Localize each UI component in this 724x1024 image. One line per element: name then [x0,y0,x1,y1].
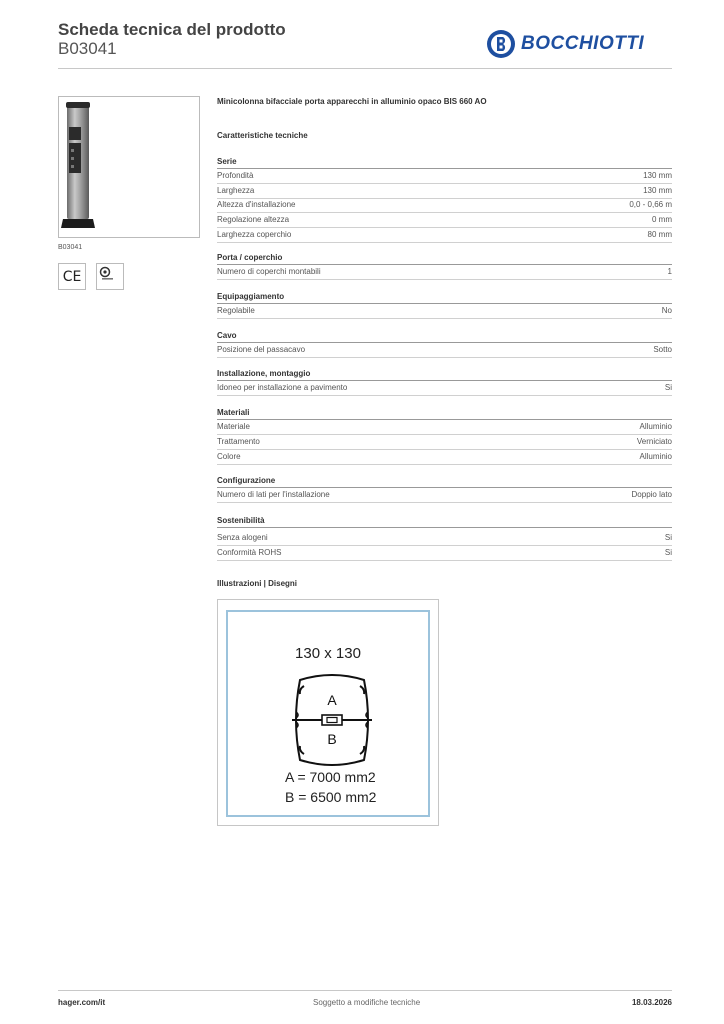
spec-row [217,169,672,184]
spec-row [217,343,672,358]
spec-row [217,435,672,450]
spec-row [217,198,672,213]
footer-divider [58,990,672,991]
spec-label: Materiale [217,422,250,431]
group-title-sostenibilita: Sostenibilità [217,515,672,528]
imq-mark [96,263,124,290]
drawing-panel [226,610,430,817]
minicolumn-illustration [59,97,199,237]
illustrations-heading: Illustrazioni | Disegni [217,579,298,588]
page-title: Scheda tecnica del prodotto [58,20,286,39]
group-title-porta: Porta / coperchio [217,252,672,265]
spec-value: 130 mm [643,171,672,180]
spec-value: 0 mm [652,215,672,224]
spec-value: 80 mm [647,230,672,239]
brand-name: BOCCHIOTTI [521,33,645,54]
spec-label: Idoneo per installazione a pavimento [217,383,348,392]
product-code: B03041 [58,39,117,58]
group-title-installazione: Installazione, montaggio [217,368,672,381]
spec-value: Alluminio [639,422,672,431]
cross-section-icon [286,674,378,766]
ce-mark-label: CE [62,268,82,285]
spec-label: Profondità [217,171,254,180]
spec-label: Senza alogeni [217,533,268,542]
spec-label: Larghezza [217,186,255,195]
group-title-configurazione: Configurazione [217,475,672,488]
spec-label: Larghezza coperchio [217,230,292,239]
spec-row [217,265,672,280]
spec-label: Conformità ROHS [217,548,282,557]
technical-drawing [217,599,439,826]
product-image [58,96,200,238]
spec-row [217,546,672,561]
spec-label: Altezza d'installazione [217,200,296,209]
spec-row [217,450,672,465]
spec-value: No [661,306,672,315]
spec-label: Regolabile [217,306,255,315]
spec-label: Numero di coperchi montabili [217,267,321,276]
brand-logo-icon [486,29,516,59]
area-a-label: A = 7000 mm2 [285,769,376,785]
header-divider [58,68,672,69]
footer-note: Soggetto a modifiche tecniche [313,998,421,1007]
footer-website: hager.com/it [58,998,106,1007]
spec-row [217,304,672,319]
product-description: Minicolonna bifacciale porta apparecchi in alluminio opaco BIS 660 AO [217,97,487,106]
spec-row [217,228,672,243]
spec-row [217,531,672,546]
dimension-label: 130 x 130 [295,645,361,662]
spec-label: Colore [217,452,241,461]
spec-value: Si [664,383,672,392]
group-title-serie: Serie [217,156,672,169]
brand-logo [486,28,668,60]
spec-value: 130 mm [643,186,672,195]
compartment-b-label: B [327,731,337,747]
spec-row [217,420,672,435]
group-title-equipaggiamento: Equipaggiamento [217,291,672,304]
spec-value: 1 [667,267,672,276]
spec-label: Regolazione altezza [217,215,290,224]
area-b-label: B = 6500 mm2 [285,789,377,805]
spec-value: Verniciato [636,437,672,446]
spec-row [217,184,672,199]
spec-label: Posizione del passacavo [217,345,306,354]
spec-value: Si [664,548,672,557]
image-caption: B03041 [58,244,83,251]
group-title-cavo: Cavo [217,330,672,343]
footer-date: 18.03.2026 [631,998,672,1007]
ce-mark [58,263,86,290]
spec-value: Alluminio [639,452,672,461]
spec-row [217,488,672,503]
compartment-a-label: A [327,692,337,708]
imq-mark-icon [97,264,123,289]
specs-heading: Caratteristiche tecniche [217,131,308,140]
spec-value: 0,0 - 0,66 m [629,200,672,209]
spec-value: Si [664,533,672,542]
spec-value: Sotto [653,345,672,354]
spec-value: Doppio lato [631,490,672,499]
spec-row [217,381,672,396]
spec-row [217,213,672,228]
spec-label: Trattamento [217,437,260,446]
spec-label: Numero di lati per l'installazione [217,490,330,499]
group-title-materiali: Materiali [217,407,672,420]
